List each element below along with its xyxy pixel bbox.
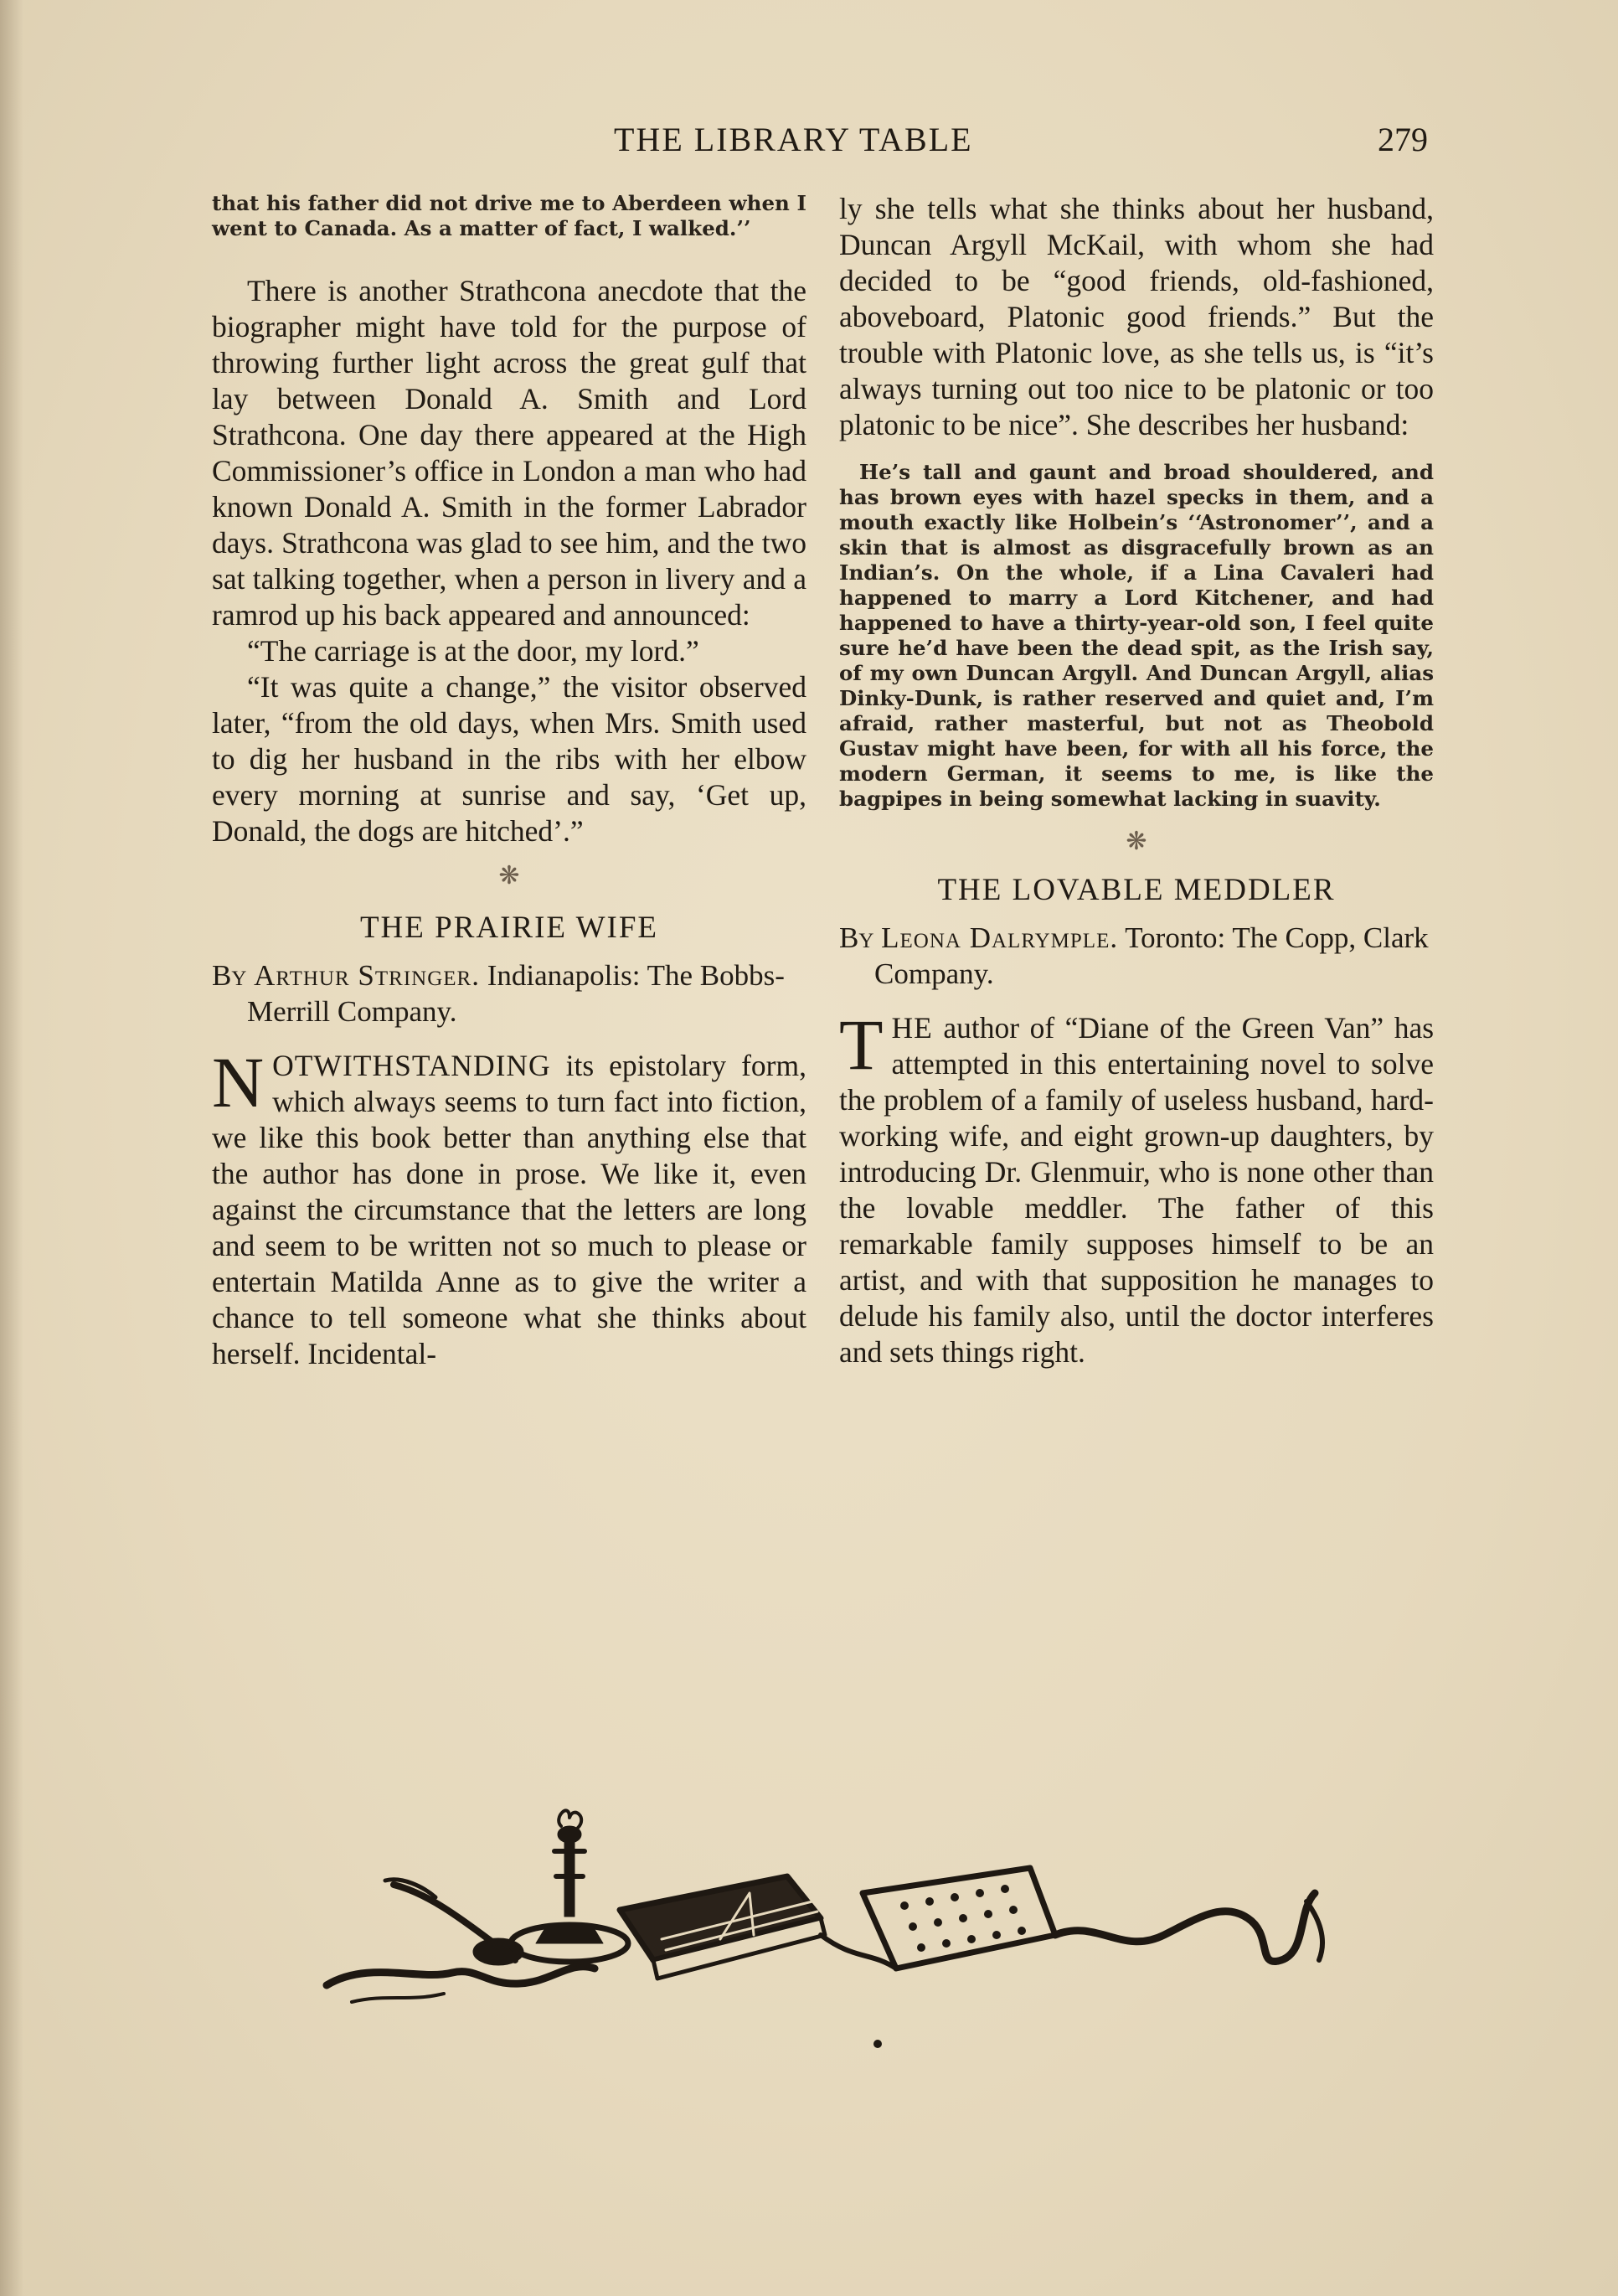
strathcona-anecdote-paragraph: There is another Strathcona anecdote that the biographer might have told for the purpose of throwing further light across the great gulf that lay between Donald A. Smith and Lord Strathcona. One day there appeared at the High Commissioner’s office in London a man who had known Donald A. Smith in the former Labrador days. Strathcona was glad to see him, and the two sat talking together, when a person in livery and a ramrod up his back appeared and announced: — [212, 274, 806, 632]
byline-author: Arthur Stringer. — [254, 959, 480, 992]
review-text: its epistolary form, which always seems to turn fact into fiction, we like this book better than anything else that the author has done in prose. We like it, even against the circumstance that the letters are long and seem to be written not so much to please or entertain Matilda Anne as to give the writer a chance to tell someone what she thinks about herself. Incidental- — [212, 1049, 806, 1370]
review-title-prairie-wife: THE PRAIRIE WIFE — [359, 911, 659, 945]
review-text: author of “Diane of the Green Van” has attempted in this entertaining novel to solve the problem of a family of useless husband, hard-working wife, and eight grown-up daughters, by introducing Dr. Glenmuir, who is none other than the lovable meddler. The father of this remarkable family supposes himself to be an artist, and with that supposition he manages to delude his family also, until the doctor interferes and sets things right. — [839, 1011, 1435, 1369]
visitor-paragraph: “It was quite a change,” the visitor observed later, “from the old days, when Mrs. Smith used to dig her husband in the ribs with her elbow every morning at sunrise and say, ‘Get up, Donald, the dogs are hitched’.” — [212, 670, 806, 848]
running-header — [0, 120, 1618, 167]
byline-prairie-wife — [212, 957, 806, 1029]
section-ornament: ❋ — [1126, 828, 1147, 855]
left-column — [212, 191, 806, 1372]
right-column — [839, 191, 1434, 1370]
review-body-lovable-meddler — [839, 1004, 1435, 1370]
continued-review-text: ly she tells what she thinks about her husband, Duncan Argyll McKail, with whom she had decided to be “good friends, old-fashioned, aboveboard, Platonic good friends.” But the trouble with Platonic love, as she tells us, is “it’s always turning out too nice to be platonic or too platonic to be nice”. She describes her husband: — [839, 192, 1434, 441]
byline-prefix: By — [212, 959, 247, 992]
review-body-prairie-wife — [212, 1042, 806, 1372]
spine-shadow — [0, 0, 23, 2296]
drop-cap: N — [212, 1042, 265, 1122]
byline-lovable-meddler — [839, 920, 1434, 992]
byline-author: Leona Dalrymple. — [881, 921, 1119, 954]
block-quote-duncan: He’s tall and gaunt and broad shouldered, and has brown eyes with hazel specks in them, and a mouth exactly like Holbein’s ‘‘Astronomer’’, and a skin that is almost as disgracefully brown as an Indian’s. On the whole, if a Lina Cavaleri had happened to marry a Lord Kitchener, and had happened to have a thirty-year-old son, I feel quite sure he’d have been the dead spit, as the Irish say, of my own Duncan Argyll. And Duncan Argyll, alias Dinky-Dunk, is rather reserved and quiet and, I’m afraid, rather masterful, but not as Theobold Gustav might have been, for with all his force, the modern German, it seems to me, is like the bagpipes in being somewhat lacking in suavity. — [839, 460, 1434, 811]
byline-publisher: Indianapolis: The Bobbs-Merrill Company. — [247, 959, 785, 1028]
tailpiece-illustration — [318, 1793, 1340, 2061]
quote-ending: that his father did not drive me to Aberdeen when I went to Canada. As a matter of fact, I walked.’’ — [212, 191, 806, 240]
section-ornament: ❋ — [498, 862, 520, 890]
running-title: THE LIBRARY TABLE — [614, 121, 973, 158]
byline-publisher: Toronto: The Copp, Clark Company. — [874, 921, 1429, 990]
review-title-lovable-meddler: THE LOVABLE MEDDLER — [937, 873, 1336, 907]
byline-prefix: By — [839, 921, 874, 954]
carriage-line: “The carriage is at the door, my lord.” — [247, 634, 699, 668]
page-number: 279 — [1378, 121, 1428, 158]
drop-cap: T — [839, 1004, 884, 1085]
first-word: OTWITHSTANDING — [272, 1049, 551, 1082]
first-word: HE — [891, 1011, 933, 1045]
